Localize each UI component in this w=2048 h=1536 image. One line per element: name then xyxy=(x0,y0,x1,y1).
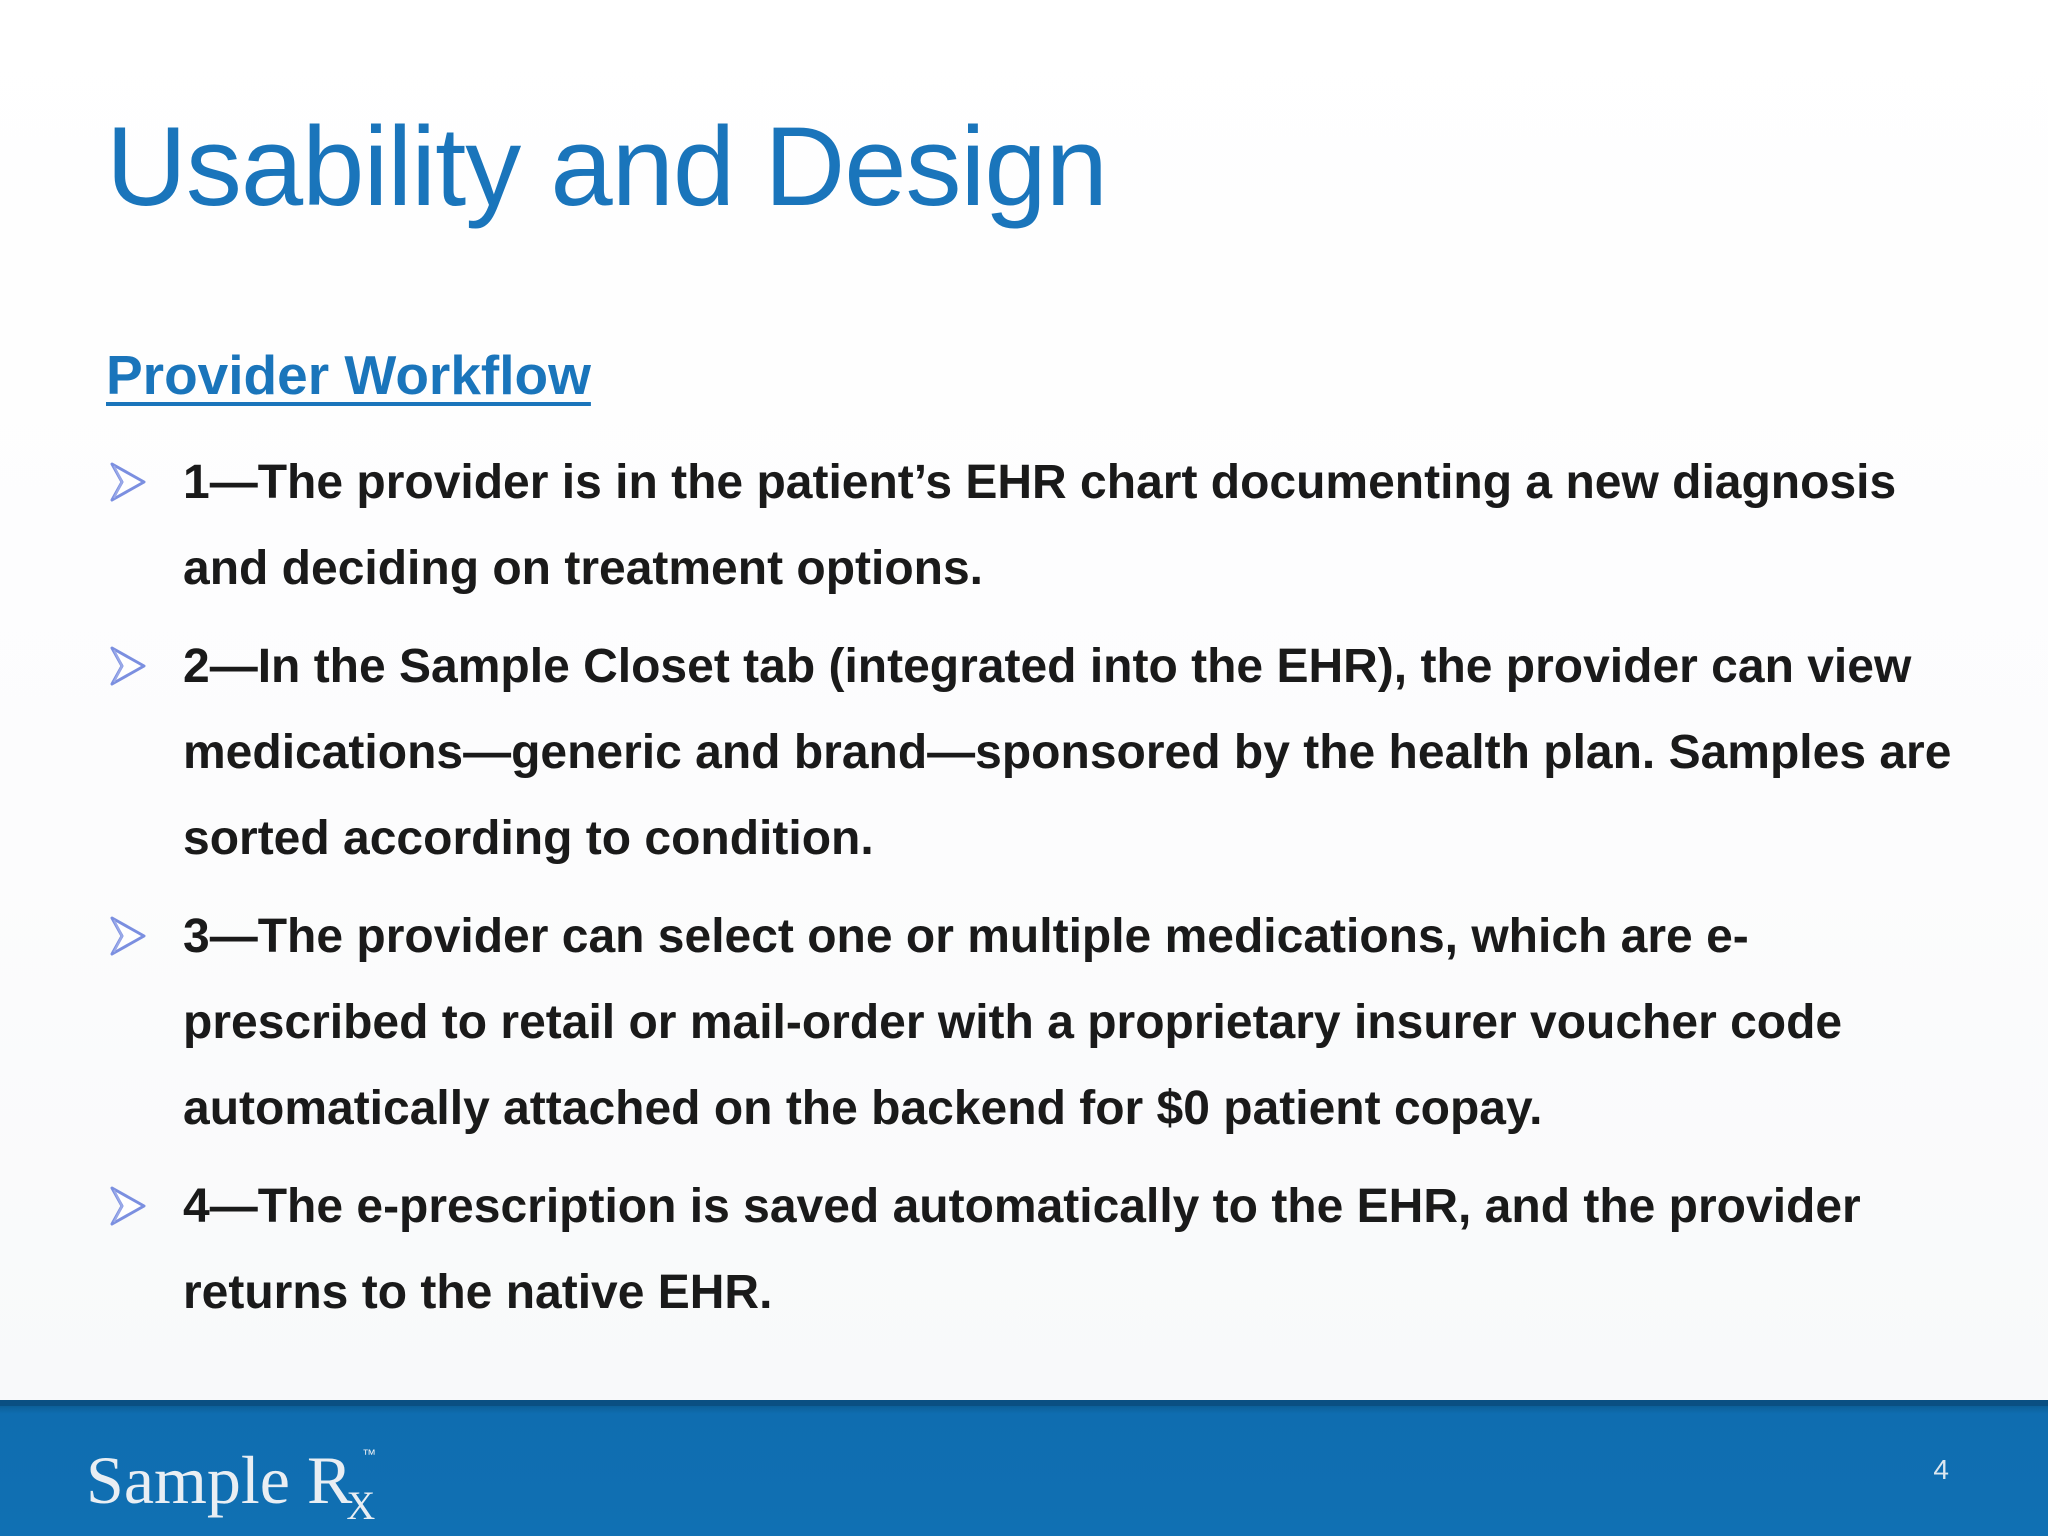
logo-subscript: X xyxy=(346,1483,376,1528)
workflow-step-4 xyxy=(106,1164,1966,1336)
workflow-step-1 xyxy=(106,440,1966,612)
arrowhead-bullet-icon xyxy=(110,462,146,502)
workflow-step-text: 3—The provider can select one or multiple medications, which are e-prescribed to retail or mail-order with a proprietary insurer voucher code automatically attached on the backend for $0 patient copay. xyxy=(183,910,1843,1135)
workflow-step-text: 2—In the Sample Closet tab (integrated into the EHR), the provider can view medications—generic and brand—sponsored by the health plan. Samples are sorted according to condition. xyxy=(183,640,1952,865)
arrowhead-bullet-icon xyxy=(110,1186,146,1226)
section-heading: Provider Workflow xyxy=(106,344,591,406)
logo-main-text: Sample R xyxy=(86,1442,353,1518)
trademark-symbol: ™ xyxy=(362,1446,376,1462)
workflow-steps-list xyxy=(106,440,1966,1348)
workflow-step-2 xyxy=(106,624,1966,882)
workflow-step-text: 1—The provider is in the patient’s EHR chart documenting a new diagnosis and deciding on treatment options. xyxy=(183,456,1897,595)
arrowhead-bullet-icon xyxy=(110,916,146,956)
slide-title: Usability and Design xyxy=(106,104,1107,229)
workflow-step-text: 4—The e-prescription is saved automatically to the EHR, and the provider returns to the native EHR. xyxy=(183,1180,1861,1319)
logo-wordmark xyxy=(86,1440,381,1530)
footer-bar xyxy=(0,1400,2048,1536)
sample-rx-logo xyxy=(86,1440,406,1528)
page-number: 4 xyxy=(1933,1454,1949,1485)
arrowhead-bullet-icon xyxy=(110,646,146,686)
workflow-step-3 xyxy=(106,894,1966,1152)
